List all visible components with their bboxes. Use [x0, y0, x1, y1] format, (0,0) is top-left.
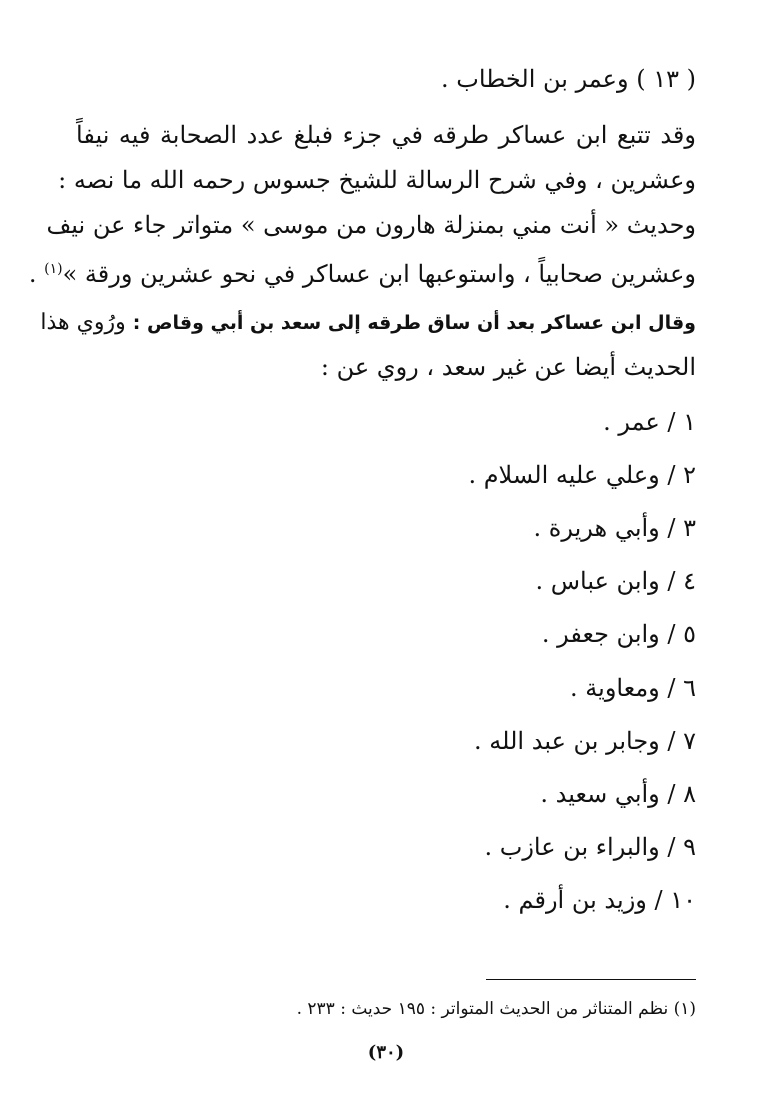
list-item: ٣ / وأبي هريرة . [533, 514, 696, 542]
list-item: ٩ / والبراء بن عازب . [484, 833, 696, 861]
footnote-reference: (١) [44, 261, 63, 277]
list-item: ١٠ / وزيد بن أرقم . [503, 886, 696, 914]
paragraph1-line2: وعشرين ، وفي شرح الرسالة للشيخ جسوس رحمه الله ما نصه : [58, 166, 696, 194]
list-item: ٦ / ومعاوية . [570, 674, 696, 702]
list-item: ٨ / وأبي سعيد . [540, 780, 696, 808]
paragraph1-line4-text: وعشرين صحابياً ، واستوعبها ابن عساكر في نحو عشرين ورقة » [62, 260, 696, 288]
page-number: (٣٠) [367, 1042, 405, 1063]
paragraph2-line2: الحديث أيضا عن غير سعد ، روي عن : [320, 353, 696, 381]
list-item: ٥ / وابن جعفر . [541, 620, 696, 648]
list-item: ٧ / وجابر بن عبد الله . [474, 727, 696, 755]
footnote: (١) نظم المتناثر من الحديث المتواتر : ١٩٥ حديث : ٢٣٣ . [296, 999, 696, 1019]
intro-line: ( ١٣ ) وعمر بن الخطاب . [441, 65, 696, 93]
paragraph2-line1-rest: ورُوي هذا [40, 310, 133, 335]
paragraph1-line3: وحديث « أنت مني بمنزلة هارون من موسى » متواتر جاء عن نيف [46, 211, 696, 239]
paragraph1-line4-end: . [28, 260, 45, 288]
paragraph2-line1 [40, 305, 696, 340]
bold-lead-text: وقال ابن عساكر بعد أن ساق طرقه إلى سعد بن أبي وقاص : [132, 312, 696, 334]
list-item: ١ / عمر . [603, 408, 696, 436]
list-item: ٢ / وعلي عليه السلام . [468, 461, 696, 489]
footnote-separator [486, 979, 696, 980]
list-item: ٤ / وابن عباس . [535, 567, 696, 595]
paragraph1-line4 [29, 252, 696, 291]
paragraph1-line1: وقد تتبع ابن عساكر طرقه في جزء فبلغ عدد الصحابة فيه نيفاً [76, 121, 696, 149]
